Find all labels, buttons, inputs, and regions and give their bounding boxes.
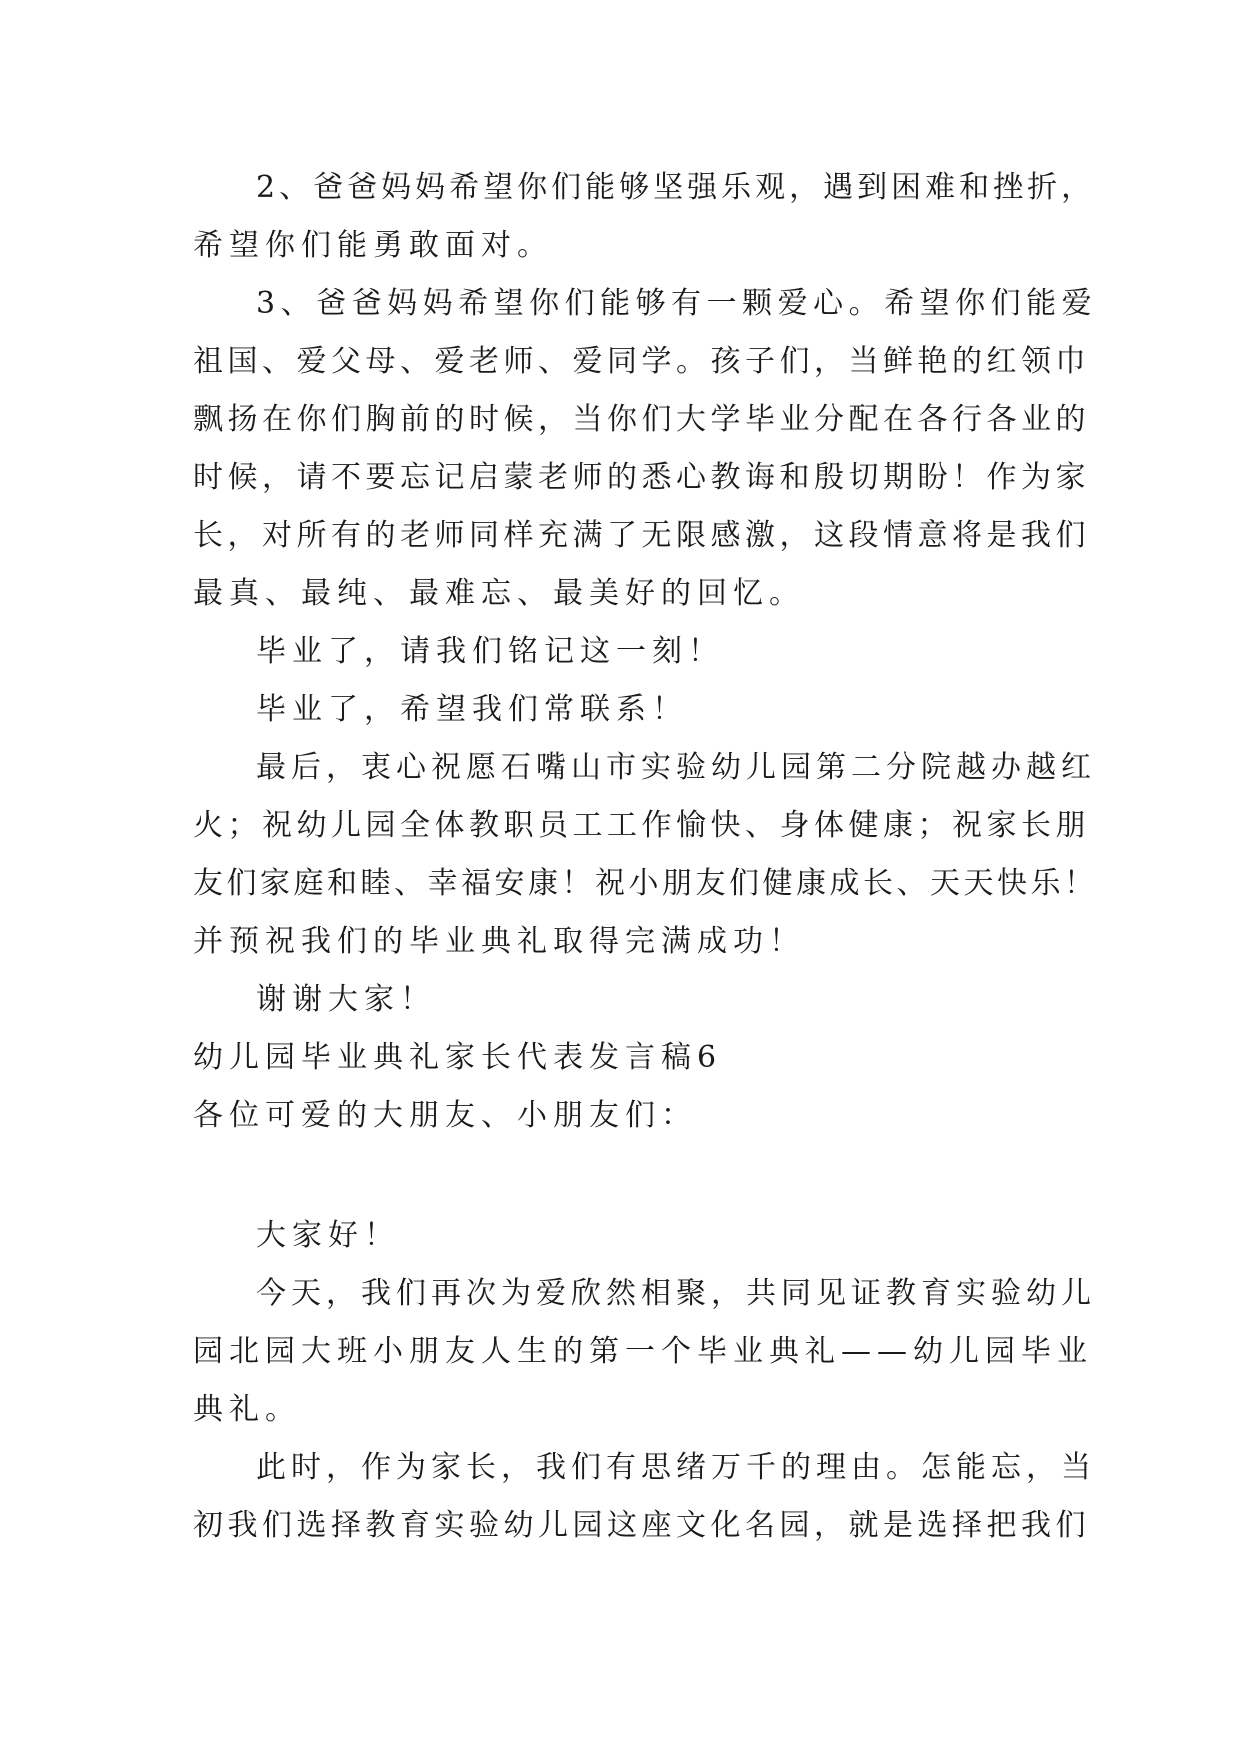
text-line: 初我们选择教育实验幼儿园这座文化名园，就是选择把我们 <box>193 1508 1090 1543</box>
text-line: 希望你们能勇敢面对。 <box>193 228 553 263</box>
text-line: 毕业了，希望我们常联系！ <box>256 692 688 727</box>
text-line: 祖国、爱父母、爱老师、爱同学。孩子们，当鲜艳的红领巾 <box>193 344 1090 379</box>
text-line: 3、爸爸妈妈希望你们能够有一颗爱心。希望你们能爱 <box>256 286 1098 321</box>
text-line: 最真、最纯、最难忘、最美好的回忆。 <box>193 576 805 611</box>
text-line: 毕业了，请我们铭记这一刻！ <box>256 634 724 669</box>
text-line: 长，对所有的老师同样充满了无限感激，这段情意将是我们 <box>193 518 1090 553</box>
text-line: 今天，我们再次为爱欣然相聚，共同见证教育实验幼儿 <box>256 1276 1096 1311</box>
text-line: 飘扬在你们胸前的时候，当你们大学毕业分配在各行各业的 <box>193 402 1090 437</box>
text-line: 时候，请不要忘记启蒙老师的悉心教诲和殷切期盼！作为家 <box>193 460 1090 495</box>
text-line: 谢谢大家！ <box>256 982 436 1017</box>
text-line: 园北园大班小朋友人生的第一个毕业典礼——幼儿园毕业 <box>193 1334 1093 1369</box>
text-line: 火；祝幼儿园全体教职员工工作愉快、身体健康；祝家长朋 <box>193 808 1090 843</box>
text-line: 此时，作为家长，我们有思绪万千的理由。怎能忘，当 <box>256 1450 1096 1485</box>
salutation: 各位可爱的大朋友、小朋友们： <box>193 1098 697 1133</box>
text-line: 2、爸爸妈妈希望你们能够坚强乐观，遇到困难和挫折， <box>256 170 1096 205</box>
text-line: 最后，衷心祝愿石嘴山市实验幼儿园第二分院越办越红 <box>256 750 1096 785</box>
greeting: 大家好！ <box>256 1218 400 1253</box>
text-line: 并预祝我们的毕业典礼取得完满成功！ <box>193 924 805 959</box>
text-line: 友们家庭和睦、幸福安康！祝小朋友们健康成长、天天快乐！ <box>193 866 1098 901</box>
section-title: 幼儿园毕业典礼家长代表发言稿6 <box>193 1040 723 1075</box>
text-line: 典礼。 <box>193 1392 301 1427</box>
